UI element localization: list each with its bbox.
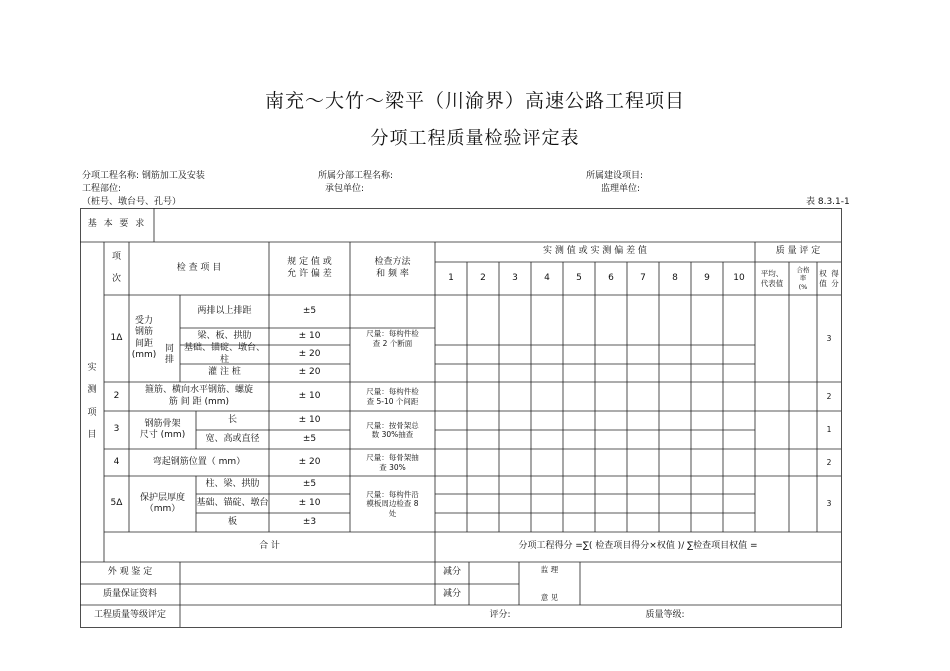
row1-spec-c: ± 20	[298, 348, 321, 359]
q-score-header: 得 分	[831, 269, 839, 288]
row3-method: 尺量：按骨架总 数 30%抽查	[366, 420, 419, 439]
row1-spec-d: ± 20	[298, 367, 321, 378]
row4-item: 弯起钢筋位置（ mm）	[152, 456, 246, 467]
q-avg-header: 平均、 代表值	[760, 269, 784, 288]
row2-spec: ± 10	[298, 390, 321, 401]
qa-docs-deduct-label: 减分	[442, 588, 461, 599]
row1-method: 尺量：每构件检 查 2 个断面	[366, 329, 419, 348]
row5-item-a: 柱、梁、拱肋	[205, 479, 260, 490]
row5-item-b: 基础、锚碇、墩台	[196, 497, 269, 508]
measure-col-3: 3	[512, 272, 518, 283]
row5-method: 尺量：每构件沿 模板周边检查 8 处	[366, 489, 419, 518]
table-number: 表 8.3.1-1	[806, 197, 850, 207]
qa-docs-label: 质量保证资料	[102, 588, 157, 599]
location-note: （桩号、墩台号、孔号）	[82, 197, 182, 207]
row5-group-label: 保护层厚度 （mm）	[139, 492, 185, 514]
row3-item-b: 宽、高或直径	[205, 433, 260, 444]
measure-col-6: 6	[608, 272, 614, 283]
grade-eval-label: 工程质量等级评定	[93, 610, 166, 621]
row2-method: 尺量：每构件检 查 5-10 个间距	[366, 387, 419, 406]
row1-spec-b: ± 10	[298, 330, 321, 341]
col-header-method: 检查方法 和 频 率	[374, 257, 411, 279]
row5-no: 5Δ	[110, 498, 123, 509]
row3-weight: 1	[826, 425, 832, 435]
row1-group-label: 受力 钢筋 间距 (mm)	[131, 316, 157, 360]
row4-weight: 2	[826, 457, 832, 467]
measure-col-10: 10	[733, 272, 745, 283]
measured-items-label: 实 测 项 目	[87, 362, 97, 441]
measure-col-9: 9	[704, 272, 710, 283]
total-label: 合 计	[259, 541, 280, 552]
measure-col-2: 2	[480, 272, 486, 283]
col-header-no: 项 次	[111, 251, 121, 285]
col-header-measured: 实 测 值 或 实 测 偏 差 值	[543, 246, 647, 257]
row1-item-a: 两排以上排距	[197, 305, 252, 316]
item-name-field: 分项工程名称: 钢筋加工及安装	[82, 171, 205, 181]
q-weight-header: 权 值	[819, 269, 827, 288]
location-field: 工程部位:	[82, 184, 122, 194]
row5-spec-a: ±5	[302, 479, 317, 490]
row1-same-row-label: 同 排	[164, 343, 174, 365]
document-title: 南充～大竹～梁平（川渝界）高速公路工程项目	[264, 90, 685, 112]
appearance-label: 外 观 鉴 定	[107, 567, 153, 578]
measure-col-7: 7	[640, 272, 646, 283]
row5-weight: 3	[826, 499, 832, 509]
row4-method: 尺量：每骨架抽 查 30%	[366, 453, 419, 472]
contractor-field: 承包单位:	[325, 184, 365, 194]
supervisor-unit-field: 监理单位:	[601, 184, 641, 194]
row3-group-label: 钢筋骨架 尺寸 (mm)	[139, 418, 186, 440]
row4-spec: ± 20	[298, 456, 321, 467]
row2-weight: 2	[826, 391, 832, 401]
row1-item-c: 基础、锚碇、墩台、柱	[183, 343, 265, 365]
row5-spec-c: ±3	[302, 516, 317, 527]
score-label: 评分:	[489, 610, 511, 621]
measure-col-8: 8	[672, 272, 678, 283]
row3-spec-a: ± 10	[298, 414, 321, 425]
col-header-spec: 规 定 值 或 允 许 偏 差	[287, 257, 332, 279]
basic-requirements-label: 基 本 要 求	[87, 219, 147, 230]
row4-no: 4	[113, 456, 120, 467]
measure-col-4: 4	[544, 272, 550, 283]
grade-label: 质量等级:	[645, 610, 685, 621]
row3-item-a: 长	[227, 414, 237, 425]
col-header-quality: 质 量 评 定	[775, 246, 821, 257]
row5-item-c: 板	[227, 516, 237, 527]
row3-no: 3	[113, 424, 120, 435]
q-pass-rate-header: 合格 率 (%	[796, 266, 810, 291]
row2-no: 2	[113, 390, 120, 401]
measure-col-1: 1	[448, 272, 454, 283]
col-header-item: 检 查 项 目	[176, 262, 222, 273]
row1-item-d: 灌 注 桩	[208, 367, 241, 378]
construction-project-field: 所属建设项目:	[586, 171, 644, 181]
row1-no: 1Δ	[110, 332, 123, 343]
parent-project-field: 所属分部工程名称:	[318, 171, 394, 181]
document-subtitle: 分项工程质量检验评定表	[370, 128, 580, 149]
row1-weight: 3	[826, 333, 832, 343]
row1-spec-a: ±5	[302, 305, 317, 316]
score-formula: 分项工程得分 =∑( 检查项目得分×权值 )/ ∑检查项目权值 =	[518, 541, 758, 552]
row3-spec-b: ±5	[302, 433, 317, 444]
appearance-deduct-label: 减分	[442, 567, 461, 578]
supervision-opinion-label: 监 理 意 见	[540, 564, 559, 602]
measure-col-5: 5	[576, 272, 582, 283]
row5-spec-b: ± 10	[298, 497, 321, 508]
row2-item: 箍筋、横向水平钢筋、螺旋 筋 间 距 (mm)	[144, 385, 253, 407]
row1-item-b: 梁、板、拱肋	[197, 330, 252, 341]
